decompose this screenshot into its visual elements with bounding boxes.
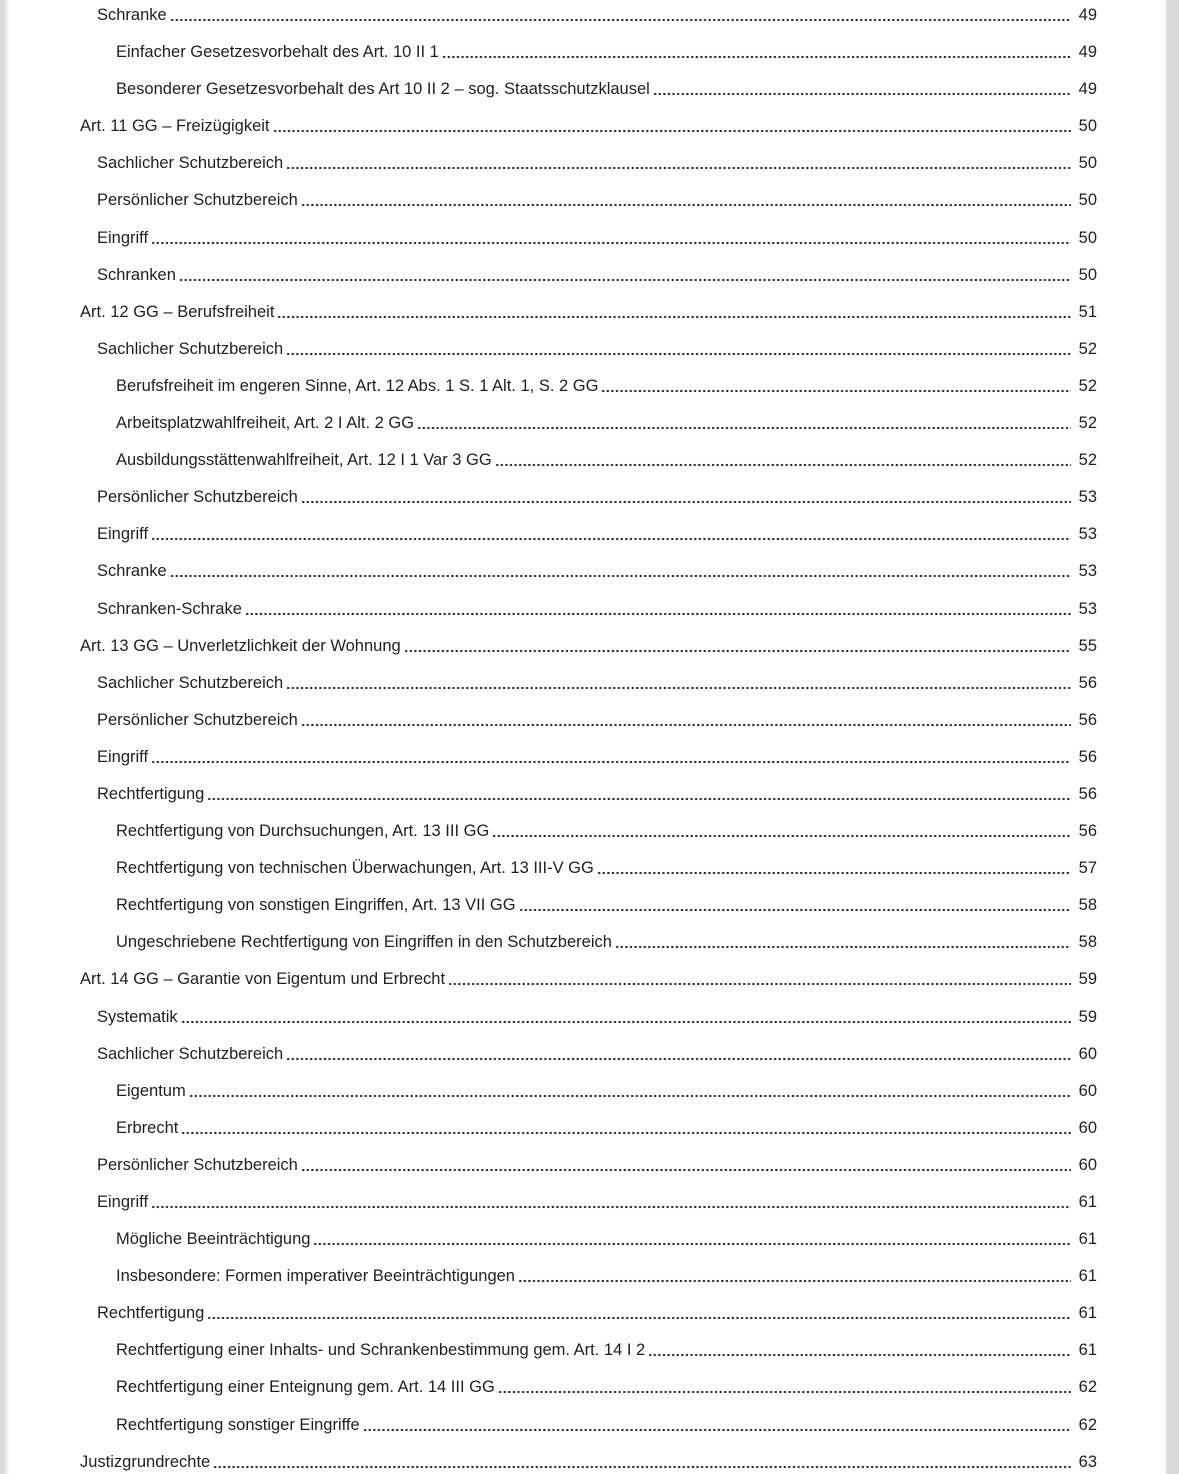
toc-entry-page: 53 [1078,562,1097,581]
toc-entry-label: Eingriff [97,1193,149,1211]
toc-row[interactable] [80,1081,1097,1118]
dot-leader-icon [286,1044,1071,1065]
toc-entry-page: 58 [1078,896,1097,915]
toc-entry-page: 53 [1078,525,1097,544]
toc-entry-label: Schranken [97,265,176,284]
toc-entry-label: Persönlicher Schutzbereich [97,710,298,729]
toc-row[interactable] [80,561,1097,598]
toc-entry-label: Rechtfertigung von sonstigen Eingriffen, Art. 13 VII GG [116,896,516,915]
dot-leader-icon [495,450,1071,471]
toc-entry-label: Sachlicher Schutzbereich [97,339,284,358]
dot-leader-icon [286,339,1071,360]
toc-entry-page: 52 [1078,451,1097,470]
toc-entry-label: Systematik [97,1007,178,1026]
toc-entry-label: Einfacher Gesetzesvorbehalt des Art. 10 II 1 [116,43,439,62]
dot-leader-icon [170,5,1071,26]
toc-entry-label: Eingriff [97,228,149,247]
dot-leader-icon [417,413,1071,434]
toc-entry-page: 50 [1078,191,1097,210]
toc-entry-label: Persönlicher Schutzbereich [97,488,298,507]
toc-entry-label: Eingriff [97,747,149,766]
dot-leader-icon [448,969,1071,990]
toc-entry-page: 53 [1078,488,1097,507]
toc-entry-page: 52 [1078,339,1097,358]
toc-row[interactable] [80,1415,1097,1452]
toc-entry-label: Schranke [97,6,167,24]
toc-entry-label: Erbrecht [116,1118,179,1137]
dot-leader-icon [277,302,1071,323]
dot-leader-icon [597,858,1071,879]
dot-leader-icon [601,376,1071,397]
toc-entry-page: 50 [1078,265,1097,284]
toc-entry-page: 63 [1078,1452,1097,1471]
dot-leader-icon [245,599,1071,620]
dot-leader-icon [151,1192,1071,1213]
toc-entry-label: Persönlicher Schutzbereich [97,191,298,210]
toc-row[interactable] [80,895,1097,932]
toc-row[interactable] [80,969,1097,1006]
toc-entry-label: Rechtfertigung von Durchsuchungen, Art. 13 III GG [116,822,490,841]
toc-entry-label: Eingriff [97,525,149,544]
toc-row[interactable] [80,1340,1097,1377]
toc-row[interactable] [80,153,1097,190]
toc-entry-label: Rechtfertigung einer Inhalts- und Schrankenbestimmung gem. Art. 14 I 2 [116,1341,646,1360]
toc-entry-page: 62 [1078,1378,1097,1397]
toc-row[interactable] [80,339,1097,376]
toc-entry-label: Rechtfertigung [97,784,205,803]
dot-leader-icon [151,524,1071,545]
toc-entry-label: Persönlicher Schutzbereich [97,1155,298,1174]
dot-leader-icon [151,228,1071,249]
toc-entry-page: 56 [1078,784,1097,803]
dot-leader-icon [207,784,1071,805]
toc-entry-page: 50 [1078,117,1097,136]
toc-row[interactable] [80,487,1097,524]
dot-leader-icon [179,265,1071,286]
dot-leader-icon [404,636,1071,657]
toc-entry-page: 49 [1078,80,1097,99]
dot-leader-icon [313,1229,1071,1250]
toc-entry-page: 55 [1078,636,1097,655]
toc-row[interactable] [80,1007,1097,1044]
toc-entry-label: Art. 12 GG – Berufsfreiheit [80,302,275,321]
dot-leader-icon [301,710,1071,731]
toc-row[interactable] [80,1377,1097,1414]
toc-entry-page: 61 [1078,1267,1097,1286]
dot-leader-icon [498,1377,1071,1398]
toc-entry-page: 60 [1078,1118,1097,1137]
toc-entry-label: Rechtfertigung von technischen Überwachungen, Art. 13 III-V GG [116,859,594,878]
toc-entry-label: Sachlicher Schutzbereich [97,154,284,173]
toc-row[interactable] [80,42,1097,79]
toc-entry-page: 58 [1078,933,1097,952]
toc-entry-page: 57 [1078,859,1097,878]
toc-row[interactable] [80,858,1097,895]
toc-entry-label: Schranke [97,562,167,581]
toc-entry-label: Art. 11 GG – Freizügigkeit [80,117,270,136]
toc-row[interactable] [80,302,1097,339]
toc-row[interactable] [80,228,1097,265]
toc-entry-page: 52 [1078,376,1097,395]
toc-row[interactable] [80,710,1097,747]
toc-entry-page: 51 [1078,302,1097,321]
toc-entry-page: 56 [1078,747,1097,766]
toc-row[interactable] [80,524,1097,561]
toc-entry-page: 61 [1078,1341,1097,1360]
dot-leader-icon [151,747,1071,768]
toc-entry-label: Rechtfertigung sonstiger Eingriffe [116,1415,360,1434]
toc-entry-label: Justizgrundrechte [80,1452,211,1471]
toc-entry-label: Besonderer Gesetzesvorbehalt des Art 10 II 2 – sog. Staatsschutzklausel [116,80,650,99]
toc-entry-label: Insbesondere: Formen imperativer Beeinträchtigungen [116,1267,515,1286]
dot-leader-icon [615,932,1071,953]
toc-row[interactable] [80,747,1097,784]
toc-row[interactable] [80,79,1097,116]
toc-entry-page: 56 [1078,710,1097,729]
toc-row[interactable] [80,376,1097,413]
dot-leader-icon [181,1007,1071,1028]
dot-leader-icon [189,1081,1071,1102]
toc-entry-page: 61 [1078,1193,1097,1211]
toc-row[interactable] [80,1229,1097,1266]
toc-entry-page: 50 [1078,228,1097,247]
dot-leader-icon [170,561,1071,582]
dot-leader-icon [518,1266,1071,1287]
page-edge-shadow-left [0,0,9,1474]
toc-row[interactable] [80,1192,1097,1229]
toc-entry-page: 60 [1078,1044,1097,1063]
toc-entry-page: 62 [1078,1415,1097,1434]
toc-row[interactable] [80,932,1097,969]
toc-entry-page: 49 [1078,43,1097,62]
dot-leader-icon [301,190,1071,211]
toc-entry-page: 56 [1078,673,1097,692]
toc-row[interactable] [80,1155,1097,1192]
scrollbar-track[interactable] [1165,0,1179,1474]
toc-entry-page: 59 [1078,1007,1097,1026]
toc-entry-label: Schranken-Schrake [97,599,242,618]
dot-leader-icon [181,1118,1071,1139]
toc-row[interactable] [80,1266,1097,1303]
toc-entry-label: Rechtfertigung einer Enteignung gem. Art. 14 III GG [116,1378,495,1397]
toc-entry-label: Berufsfreiheit im engeren Sinne, Art. 12 Abs. 1 S. 1 Alt. 1, S. 2 GG [116,376,599,395]
toc-entry-page: 49 [1078,6,1097,24]
toc-entry-label: Sachlicher Schutzbereich [97,1044,284,1063]
toc-entry-label: Art. 14 GG – Garantie von Eigentum und Erbrecht [80,970,446,989]
toc-entry-label: Mögliche Beeinträchtigung [116,1230,311,1249]
dot-leader-icon [648,1340,1071,1361]
dot-leader-icon [286,153,1071,174]
toc-entry-label: Ungeschriebene Rechtfertigung von Eingriffen in den Schutzbereich [116,933,612,952]
toc-row[interactable] [80,5,1097,42]
dot-leader-icon [363,1415,1071,1436]
toc-row[interactable] [80,1303,1097,1340]
toc-row[interactable] [80,599,1097,636]
toc-entry-page: 50 [1078,154,1097,173]
toc-row[interactable] [80,190,1097,227]
dot-leader-icon [519,895,1071,916]
dot-leader-icon [273,116,1071,137]
toc-row[interactable] [80,450,1097,487]
dot-leader-icon [301,487,1071,508]
toc-row[interactable] [80,784,1097,821]
dot-leader-icon [653,79,1071,100]
toc-entry-label: Eigentum [116,1081,186,1100]
toc-entry-page: 61 [1078,1230,1097,1249]
toc-row[interactable] [80,673,1097,710]
dot-leader-icon [492,821,1071,842]
dot-leader-icon [213,1452,1071,1473]
toc-entry-label: Ausbildungsstättenwahlfreiheit, Art. 12 I 1 Var 3 GG [116,451,492,470]
toc-row[interactable] [80,1118,1097,1155]
dot-leader-icon [442,42,1071,63]
toc-row[interactable] [80,116,1097,153]
toc-entry-page: 59 [1078,970,1097,989]
toc-row[interactable] [80,413,1097,450]
toc-entry-page: 61 [1078,1304,1097,1323]
dot-leader-icon [286,673,1071,694]
toc-entry-label: Art. 13 GG – Unverletzlichkeit der Wohnung [80,636,401,655]
toc-entry-page: 53 [1078,599,1097,618]
toc-entry-page: 60 [1078,1155,1097,1174]
toc-entry-page: 60 [1078,1081,1097,1100]
toc-row[interactable] [80,1452,1097,1474]
toc-row[interactable] [80,636,1097,673]
toc-row[interactable] [80,821,1097,858]
toc-entry-label: Sachlicher Schutzbereich [97,673,284,692]
dot-leader-icon [207,1303,1071,1324]
toc-entry-label: Rechtfertigung [97,1304,205,1323]
toc-row[interactable] [80,1044,1097,1081]
toc-entry-page: 56 [1078,822,1097,841]
dot-leader-icon [301,1155,1071,1176]
toc-entry-page: 52 [1078,414,1097,433]
toc-entry-label: Arbeitsplatzwahlfreiheit, Art. 2 I Alt. 2 GG [116,414,415,433]
toc-row[interactable] [80,265,1097,302]
